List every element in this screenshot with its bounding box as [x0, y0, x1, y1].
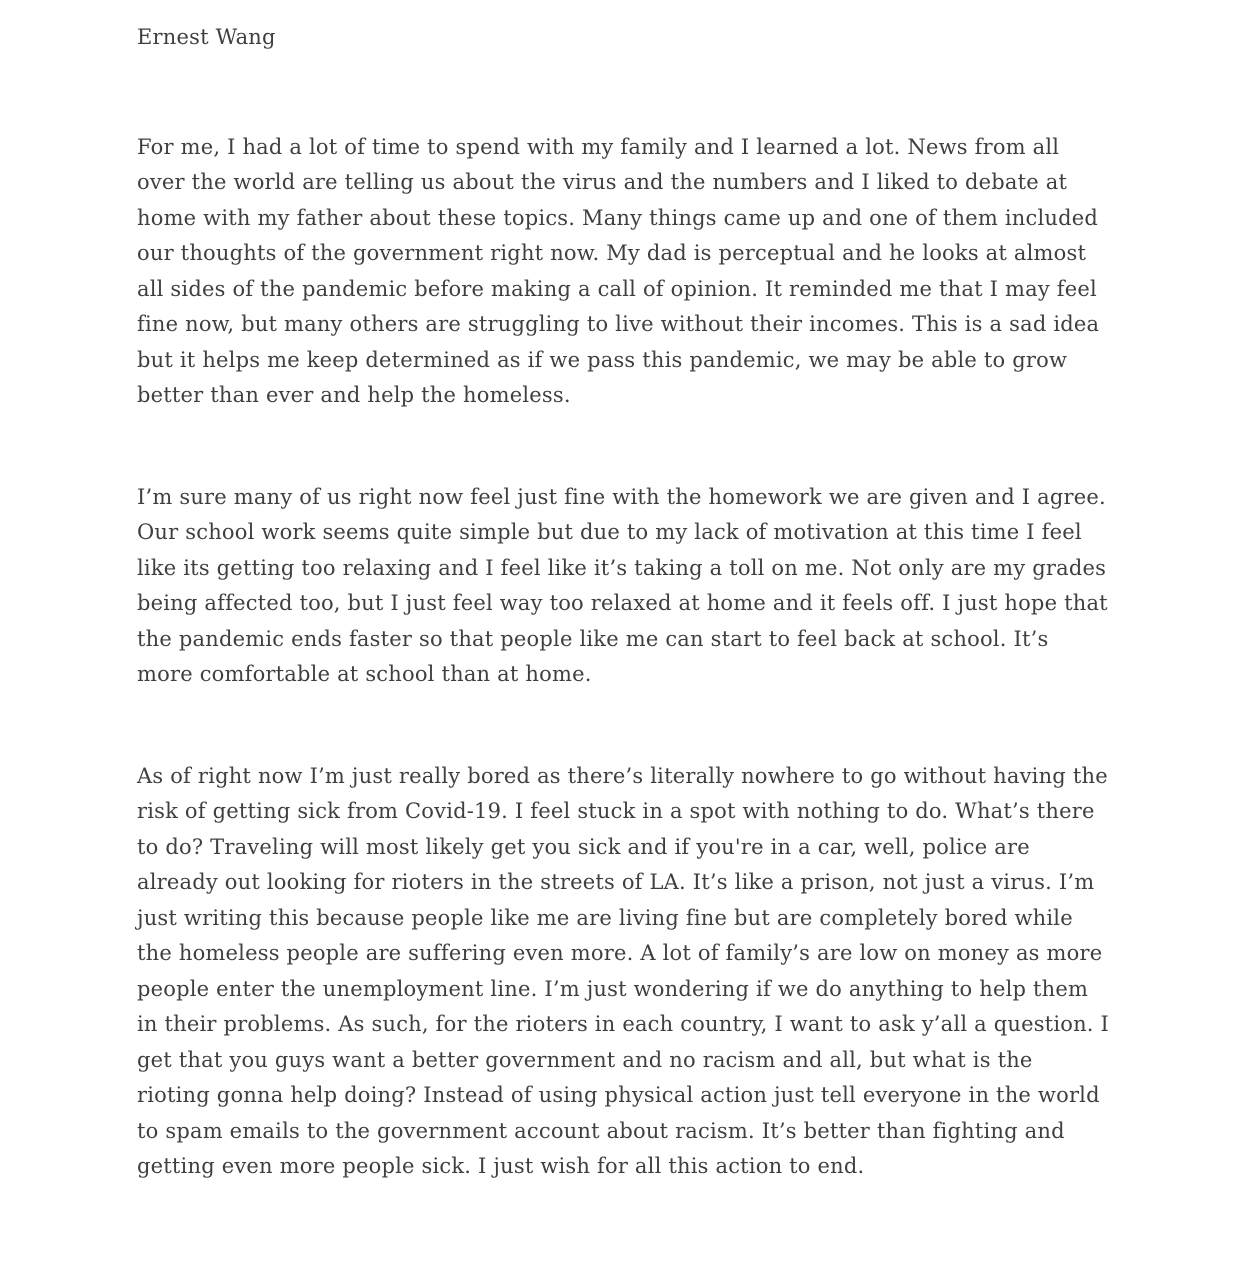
author-name: Ernest Wang	[137, 25, 276, 49]
essay-paragraph-3: As of right now I’m just really bored as there’s literally nowhere to go without having the risk of getting sick from Covid-19. I feel stuck in a spot with nothing to do. What’s there to do? Traveling will most likely get you sick and if you're in a car, well, police are already out looking for rioters in the streets of LA. It’s like a prison, not just a virus. I’m just writing this because people like me are living fine but are completely bored while the homeless people are suffering even more. A lot of family’s are low on money as more people enter the unemployment line. I’m just wondering if we do anything to help them in their problems. As such, for the rioters in each country, I want to ask y’all a question. I get that you guys want a better government and no racism and all, but what is the rioting gonna help doing? Instead of using physical action just tell everyone in the world to spam emails to the government account about racism. It’s better than fighting and getting even more people sick. I just wish for all this action to end.	[137, 763, 1110, 1178]
essay-paragraph-1: For me, I had a lot of time to spend with my family and I learned a lot. News from all over the world are telling us about the virus and the numbers and I liked to debate at home with my father about these topics. Many things came up and one of them included our thoughts of the government right now. My dad is perceptual and he looks at almost all sides of the pandemic before making a call of opinion. It reminded me that I may feel fine now, but many others are struggling to live without their incomes. This is a sad idea but it helps me keep determined as if we pass this pandemic, we may be able to grow better than ever and help the homeless.	[137, 134, 1100, 407]
essay-paragraph-2: I’m sure many of us right now feel just fine with the homework we are given and I agree. Our school work seems quite simple but due to my lack of motivation at this time I feel like its getting too relaxing and I feel like it’s taking a toll on me. Not only are my grades being affected too, but I just feel way too relaxed at home and it feels off. I just hope that the pandemic ends faster so that people like me can start to feel back at school. It’s more comfortable at school than at home.	[137, 484, 1108, 686]
